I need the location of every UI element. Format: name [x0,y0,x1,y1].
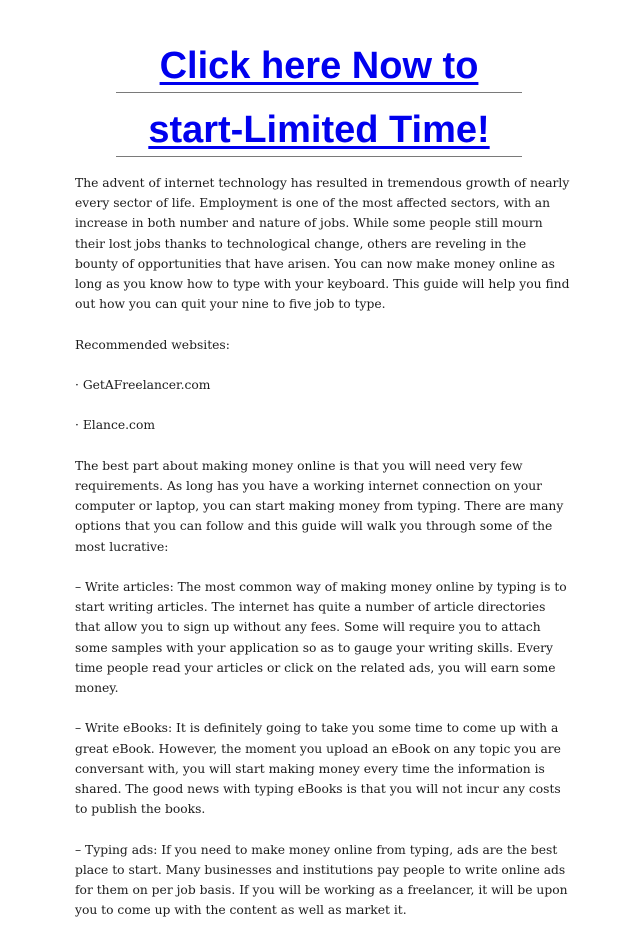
paragraph-write-ebooks: – Write eBooks: It is definitely going to take you some time to come up with a great eBook. However, the moment you upload an eBook on any topic you are conversant with, you will start making money every time the information is shared. The good news with typing eBooks is that you will not incur any costs to publish the books. [75,721,561,817]
divider-line [116,156,522,157]
promo-headline-line-2 [0,108,638,152]
paragraph-typing-ads: – Typing ads: If you need to make money online from typing, ads are the best place to start. Many businesses and institutions pay people to write online ads for them on per job basis. If you will be working as a freelancer, it will be upon you to come up with the content as well as market it. [75,842,568,918]
paragraph-write-articles: – Write articles: The most common way of making money online by typing is to start writing articles. The internet has quite a number of article directories that allow you to sign up without any fees. Some will require you to attach some samples with your application so as to gauge your writing skills. Every time people read your articles or click on the related ads, you will earn some money. [75,579,567,695]
divider-line [116,92,522,93]
paragraph-intro: The advent of internet technology has resulted in tremendous growth of nearly every sector of life. Employment is one of the most affected sectors, with an increase in both number and nature of jobs. While some people still mourn their lost jobs thanks to technological change, others are reveling in the bounty of opportunities that have arisen. You can now make money online as long as you know how to type with your keyboard. This guide will help you find out how you can quit your nine to five job to type. [75,176,570,312]
article-body [75,173,570,941]
paragraph-requirements: The best part about making money online is that you will need very few requirements. As long has you have a working internet connection on your computer or laptop, you can start making money from typing. There are many options that you can follow and this guide will walk you through some of the most lucrative: [75,458,564,554]
promo-link-line-1[interactable]: Click here Now to [159,45,479,87]
promo-link-line-2[interactable]: start-Limited Time! [148,109,490,151]
promo-headline-line-1 [0,44,638,88]
list-item-website: · GetAFreelancer.com [75,378,211,392]
list-item-website: · Elance.com [75,418,156,433]
paragraph-recommended-heading: Recommended websites: [75,337,230,352]
